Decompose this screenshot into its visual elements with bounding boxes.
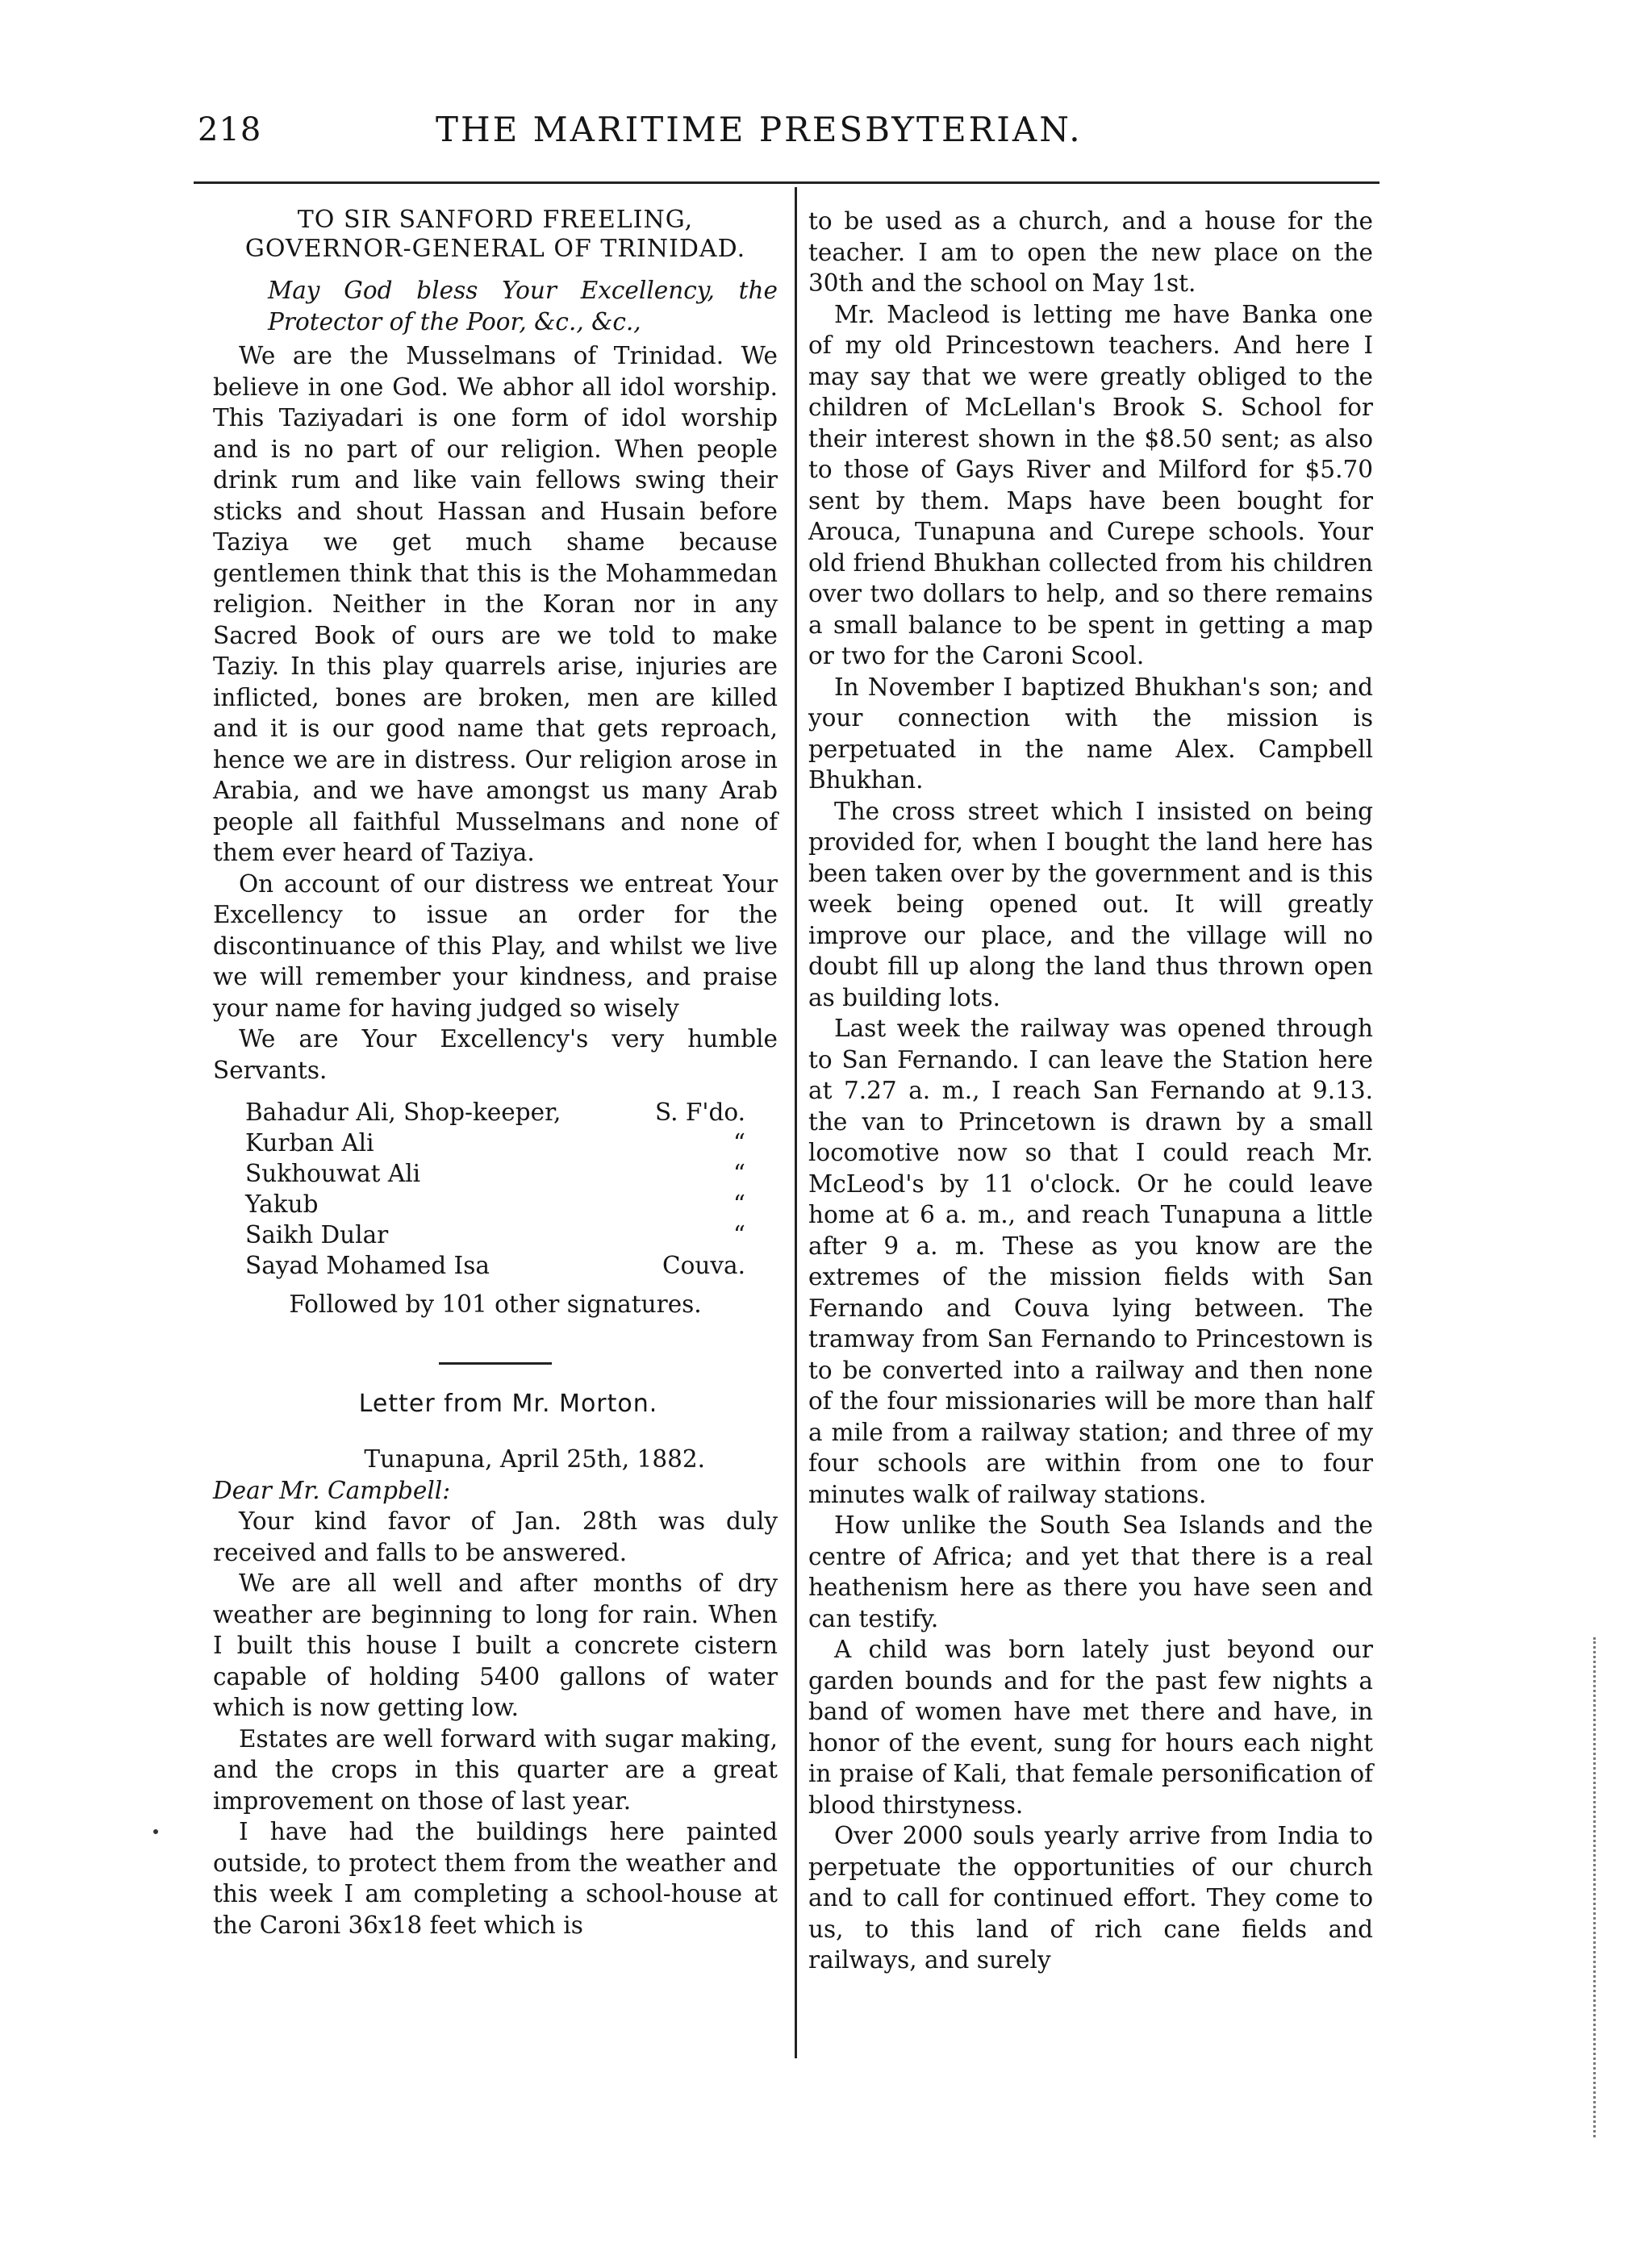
signature-place: Couva. [662, 1252, 745, 1279]
signature-place: S. F'do. [655, 1099, 745, 1126]
signatures-note: Followed by 101 other signatures. [289, 1290, 702, 1318]
signature-row [245, 1158, 745, 1189]
article-title: Letter from Mr. Morton. [358, 1389, 658, 1418]
dateline: Tunapuna, April 25th, 1882. [364, 1445, 705, 1473]
letter-paragraph-7: The cross street which I insisted on being provided for, when I bought the land here has been taken over by the government and is this week being opened out. It will greatly improve our place, and the village will no doubt fill up along the land thus thrown open as building lots. [808, 797, 1373, 1011]
signature-place: “ [733, 1160, 745, 1187]
letter-paragraph-6: In November I baptized Bhukhan's son; and your connection with the mission is perpetuated in the name Alex. Campbell Bhukhan. [808, 673, 1373, 794]
letter-paragraph-9: How unlike the South Sea Islands and the centre of Africa; and yet that there is a real heathenism here as there you have seen and can testify. [808, 1511, 1373, 1632]
right-column [808, 206, 1373, 1976]
petition-paragraph-3: We are Your Excellency's very humble Servants. [213, 1025, 778, 1084]
column-divider [795, 187, 797, 2058]
signature-row [245, 1219, 745, 1250]
letter-salutation: Dear Mr. Campbell: [213, 1476, 451, 1504]
signature-place: “ [733, 1190, 745, 1218]
page-number: 218 [198, 111, 262, 148]
right-margin-marks [1593, 1637, 1612, 2137]
petition-paragraph-2: On account of our distress we entreat Your Excellency to issue an order for the discontinuance of this Play, and whilst we live we will remember your kindness, and praise your name for having judged so wisely [213, 869, 778, 1022]
signature-place: “ [733, 1221, 745, 1249]
salutation: May God bless Your Excellency, the Protector of the Poor, &c., &c., [268, 277, 778, 336]
signature-name: Sayad Mohamed Isa [245, 1252, 490, 1279]
signature-row [245, 1250, 745, 1281]
signature-name: Kurban Ali [245, 1129, 374, 1157]
letter-paragraph-11: Over 2000 souls yearly arrive from India to perpetuate the opportunities of our church and to call for continued effort. They come to us, to this land of rich cane fields and railways, and surely [808, 1822, 1373, 1974]
signature-row [245, 1097, 745, 1128]
left-margin-dot [153, 1829, 158, 1834]
letter-paragraph-10: A child was born lately just beyond our garden bounds and for the past few nights a band of women have met there and have, in honor of the event, sung for hours each night in praise of Kali, that female personification of blood thirstyness. [808, 1636, 1373, 1819]
signature-name: Yakub [245, 1190, 319, 1218]
signature-name: Bahadur Ali, Shop-keeper, [245, 1099, 561, 1126]
letter-paragraph-1: Your kind favor of Jan. 28th was duly received and falls to be answered. [213, 1507, 778, 1566]
signature-place: “ [733, 1129, 745, 1157]
section-rule [439, 1362, 552, 1365]
address-heading: TO SIR SANFORD FREELING, GOVERNOR-GENERAL OF TRINIDAD. [244, 206, 746, 263]
signature-list [245, 1097, 778, 1281]
running-head: THE MARITIME PRESBYTERIAN. [436, 110, 1083, 149]
letter-paragraph-5: Mr. Macleod is letting me have Banka one of my old Princestown teachers. And here I may say that we were greatly obliged to the children of McLellan's Brook S. School for their interest shown in the $8.50 sent; as also to those of Gays River and Milford for $5.70 sent by them. Maps have been bought for Arouca, Tunapuna and Curepe schools. Your old friend Bhukhan collected from his children over two dollars to help, and so there remains a small balance to be spent in getting a map or two for the Caroni Scool. [808, 300, 1373, 669]
left-column [213, 206, 778, 1941]
letter-paragraph-3: Estates are well forward with sugar making, and the crops in this quarter are a great improvement on those of last year. [213, 1724, 778, 1815]
petition-paragraph-1: We are the Musselmans of Trinidad. We believe in one God. We abhor all idol worship. This Taziyadari is one form of idol worship and is no part of our religion. When people drink rum and like vain fellows swing their sticks and shout Hassan and Husain before Taziya we get much shame because gentlemen think that this is the Mohammedan religion. Neither in the Koran nor in any Sacred Book of ours are we told to make Taziy. In this play quarrels arise, injuries are inflicted, bones are broken, men are killed and it is our good name that gets reproach, hence we are in distress. Our religion arose in Arabia, and we have amongst us many Arab people all faithful Musselmans and none of them ever heard of Taziya. [213, 342, 778, 866]
letter-paragraph-2: We are all well and after months of dry weather are beginning to long for rain. When I built this house I built a concrete cistern capable of holding 5400 gallons of water which is now getting low. [213, 1570, 778, 1721]
header-rule [194, 181, 1379, 184]
signature-name: Saikh Dular [245, 1221, 389, 1249]
letter-paragraph-8: Last week the railway was opened through to San Fernando. I can leave the Station here at 7.27 a. m., I reach San Fernando at 9.13. the van to Princetown is drawn by a small locomotive now so that I could reach Mr. McLeod's by 11 o'clock. Or he could leave home at 6 a. m., and reach Tunapuna a little after 9 a. m. These as you know are the extremes of the mission fields with San Fernando and Couva lying between. The tramway from San Fernando to Princestown is to be converted into a railway and then none of the four missionaries will be more than half a mile from a railway station; and three of my four schools are within from one to four minutes walk of railway stations. [808, 1015, 1373, 1508]
letter-paragraph-4: I have had the buildings here painted outside, to protect them from the weather and this week I am completing a school-house at the Caroni 36x18 feet which is [213, 1818, 778, 1939]
signature-row [245, 1189, 745, 1219]
letter-continuation: to be used as a church, and a house for the teacher. I am to open the new place on the 30th and the school on May 1st. [808, 207, 1373, 297]
signature-name: Sukhouwat Ali [245, 1160, 421, 1187]
signature-row [245, 1128, 745, 1158]
